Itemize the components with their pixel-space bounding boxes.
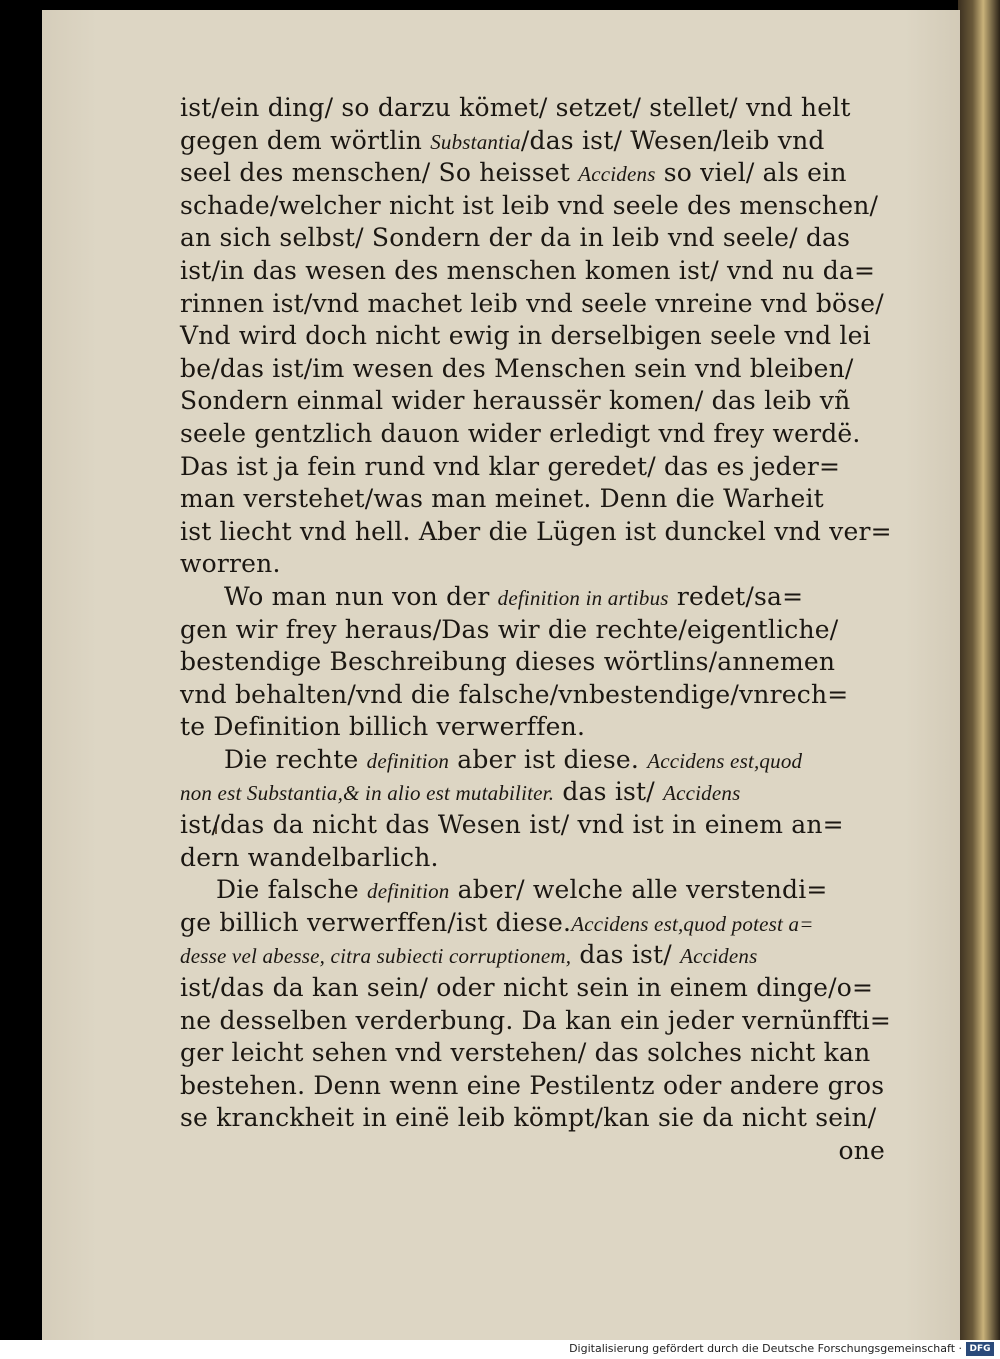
- text-line: [180, 646, 920, 679]
- text-line: [180, 874, 920, 907]
- text-line: [180, 1005, 920, 1038]
- text-segment: bestendige Beschreibung dieses wörtlins/annemen: [180, 647, 836, 677]
- latin-phrase: definition in artibus: [497, 585, 669, 610]
- text-segment: schade/welcher nicht ist leib vnd seele des menschen/: [180, 190, 879, 220]
- text-segment: seel des menschen/ So heisset: [180, 158, 579, 188]
- text-segment: Sondern einmal wider heraussër komen/ das leib vñ: [180, 386, 851, 416]
- text-line: [180, 125, 920, 158]
- latin-phrase: definition: [366, 748, 450, 773]
- text-line: [180, 157, 920, 190]
- text-segment: Die falsche: [216, 875, 368, 905]
- text-line: [180, 418, 920, 451]
- text-segment: man verstehet/was man meinet. Denn die Warheit: [180, 484, 824, 514]
- text-line: [180, 972, 920, 1005]
- text-line: [180, 842, 920, 875]
- text-segment: ist/das da nicht das Wesen ist/ vnd ist in einem an=: [180, 810, 844, 840]
- text-segment: vnd behalten/vnd die falsche/vnbestendige/vnrech=: [180, 679, 849, 709]
- text-segment: ge billich verwerffen/ist diese.: [180, 907, 572, 937]
- text-segment: rinnen ist/vnd machet leib vnd seele vnreine vnd böse/: [180, 288, 884, 318]
- text-line: [180, 548, 920, 581]
- text-line: [180, 907, 920, 940]
- text-line: [180, 809, 920, 842]
- text-segment: be/das ist/im wesen des Menschen sein vnd bleiben/: [180, 353, 854, 383]
- latin-phrase: Accidens est,quod potest a=: [571, 911, 814, 936]
- text-line: [180, 1037, 920, 1070]
- text-segment: Wo man nun von der: [224, 581, 498, 611]
- text-segment: gen wir frey heraus/Das wir die rechte/eigentliche/: [180, 614, 839, 644]
- text-segment: an sich selbst/ Sondern der da in leib vnd seele/ das: [180, 223, 851, 253]
- text-line: [180, 92, 920, 125]
- text-line: [180, 385, 920, 418]
- latin-phrase: definition: [367, 879, 450, 904]
- text-line: [180, 581, 920, 614]
- text-segment: bestehen. Denn wenn eine Pestilentz oder andere gros: [180, 1070, 885, 1100]
- text-line: [180, 288, 920, 321]
- text-segment: das ist/: [571, 940, 681, 970]
- text-segment: redet/sa=: [668, 581, 804, 611]
- text-line: [180, 776, 920, 809]
- text-segment: seele gentzlich dauon wider erledigt vnd frey werdë.: [180, 418, 861, 448]
- latin-phrase: Accidens: [578, 162, 656, 187]
- text-segment: Die rechte: [224, 744, 367, 774]
- text-segment: dern wandelbarlich.: [180, 842, 439, 872]
- text-line: [180, 711, 920, 744]
- text-segment: ger leicht sehen vnd verstehen/ das solches nicht kan: [180, 1038, 871, 1068]
- text-line: [180, 451, 920, 484]
- text-line: [180, 516, 920, 549]
- text-line: [180, 1102, 920, 1135]
- funding-credit: Digitalisierung gefördert durch die Deutsche Forschungsgemeinschaft ·: [569, 1342, 962, 1355]
- text-line: [180, 320, 920, 353]
- text-segment: Das ist ja fein rund vnd klar geredet/ das es jeder=: [180, 451, 841, 481]
- text-line: [180, 744, 920, 777]
- text-segment: ist liecht vnd hell. Aber die Lügen ist dunckel vnd ver=: [180, 516, 892, 546]
- text-line: [180, 353, 920, 386]
- text-segment: te Definition billich verwerffen.: [180, 712, 586, 742]
- latin-phrase: Accidens: [663, 781, 741, 806]
- text-line: [180, 222, 920, 255]
- text-segment: gegen dem wörtlin: [180, 125, 431, 155]
- text-line: [180, 190, 920, 223]
- text-segment: aber/ welche alle verstendi=: [449, 875, 828, 905]
- latin-phrase: Substantia: [430, 129, 521, 154]
- book-spine: [958, 0, 1000, 1340]
- text-segment: Vnd wird doch nicht ewig in derselbigen seele vnd lei: [180, 321, 871, 351]
- text-segment: se kranckheit in einë leib kömpt/kan sie da nicht sein/: [180, 1103, 877, 1133]
- text-line: [180, 255, 920, 288]
- text-line: [180, 614, 920, 647]
- latin-phrase: Accidens: [680, 944, 758, 969]
- text-line: [180, 1070, 920, 1103]
- text-segment: ne desselben verderbung. Da kan ein jeder vernünffti=: [180, 1005, 892, 1035]
- text-segment: das ist/: [554, 777, 664, 807]
- dfg-logo[interactable]: DFG: [966, 1342, 994, 1356]
- latin-phrase: non est Substantia,& in alio est mutabiliter.: [180, 781, 555, 806]
- text-segment: /das ist/ Wesen/leib vnd: [520, 125, 825, 155]
- text-segment: ist/das da kan sein/ oder nicht sein in einem dinge/o=: [180, 973, 874, 1003]
- text-line: [180, 1135, 920, 1168]
- text-segment: ist/ein ding/ so darzu kömet/ setzet/ stellet/ vnd helt: [180, 93, 851, 122]
- text-segment: worren.: [180, 549, 281, 579]
- text-segment: ist/in das wesen des menschen komen ist/ vnd nu da=: [180, 255, 876, 285]
- text-line: [180, 939, 920, 972]
- text-line: [180, 483, 920, 516]
- text-segment: aber ist diese.: [449, 744, 648, 774]
- text-segment: one: [838, 1136, 885, 1165]
- text-line: [180, 679, 920, 712]
- page-text: [180, 92, 920, 1168]
- text-segment: so viel/ als ein: [655, 158, 847, 188]
- latin-phrase: Accidens est,quod: [647, 748, 803, 773]
- latin-phrase: desse vel abesse, citra subiecti corruptionem,: [180, 944, 572, 969]
